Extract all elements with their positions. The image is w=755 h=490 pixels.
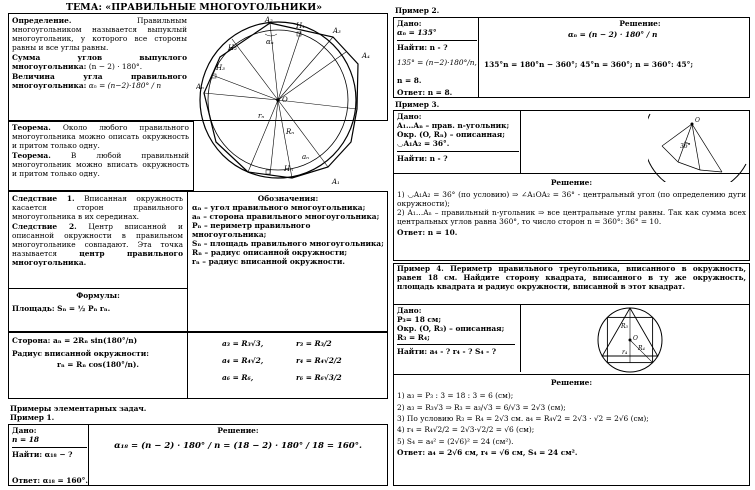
ex2-solution-label: Решение: xyxy=(619,19,661,28)
cor1-label: Следствие 1. xyxy=(12,194,75,203)
sum-formula: (n − 2) · 180°. xyxy=(88,62,143,72)
notation-item: Pₙ – периметр правильного многоугольника; xyxy=(192,221,311,240)
ex3-solution-label: Решение: xyxy=(550,178,593,187)
special-a3: a₃ = R₃√3, xyxy=(222,339,264,348)
ex4-solution-label: Решение: xyxy=(550,378,593,387)
special-r6: r₆ = R₆√3/2 xyxy=(296,373,342,383)
ex3-find: Найти: n - ? xyxy=(397,151,519,163)
ex3-answer: Ответ: n = 10. xyxy=(397,228,458,238)
elementary-heading-1: Примеры элементарных задач. xyxy=(10,404,147,413)
example1-solution-label: Решение: xyxy=(217,426,259,435)
fig-label-a2: A₂ xyxy=(265,16,273,24)
example1-solution xyxy=(92,426,384,451)
fig-label-an: Aₙ xyxy=(196,83,204,91)
notation-item: αₙ – угол правильного многоугольника; xyxy=(192,203,366,213)
polygon-figure xyxy=(196,14,388,192)
ex2-title: Пример 2. xyxy=(395,6,440,15)
ex4-figure xyxy=(590,304,670,374)
example1-answer: Ответ: α₁₈ = 160°. xyxy=(12,476,88,485)
example1-given xyxy=(12,426,87,459)
theorem1-body: Около любого правильного многоугольника можно описать окружность и притом только одну. xyxy=(12,123,190,151)
example1-solution-body: α₁₈ = (n − 2) · 180° / n = (18 − 2) · 180° / 18 = 160°. xyxy=(114,441,362,452)
cor2-body: Центр вписанной и описанной окружности в правильном многоугольнике совпадают. Эта точка называется xyxy=(12,222,183,259)
inradius-label: Радиус вписанной окружности: xyxy=(12,349,149,359)
polygon-figure-svg xyxy=(196,14,388,192)
lesson-title: ТЕМА: «ПРАВИЛЬНЫЕ МНОГОУГОЛЬНИКИ» xyxy=(65,2,323,13)
ex2-given-label: Дано: xyxy=(397,19,422,28)
ex4-title: Пример 4. Периметр правильного треугольника, вписанного в окружность, равен 18 см. Найдите сторону квадрата, вписанного в ту же окружность, площадь квадрата и радиус окружности, вписанной в этот квадрат. xyxy=(397,264,746,291)
sum-label: Сумма углов выпуклого многоугольника: xyxy=(12,53,187,72)
fig-label-alpha: αₙ xyxy=(266,38,274,46)
fig-label-a1: A₁ xyxy=(332,178,340,186)
fig-label-side: aₙ xyxy=(302,153,310,161)
ex3-solution xyxy=(397,178,746,237)
formulas-rule xyxy=(8,288,187,289)
angle-formula: αₙ = (n−2)·180° / n xyxy=(88,81,162,91)
ex3-given-3: ◡A₁A₂ = 36°. xyxy=(397,139,450,149)
cor2-term: центр правильного многоугольника. xyxy=(12,249,183,268)
ex2-eq3: n = 8. xyxy=(397,76,422,85)
fig-label-h2: H₂ xyxy=(228,44,237,52)
notation-title: Обозначения: xyxy=(257,194,319,203)
definition-label: Определение. xyxy=(12,16,72,25)
theorems-text xyxy=(12,123,189,179)
theorem2-body: В любой правильный многоугольник можно вписать окружность и притом только одну. xyxy=(12,151,189,179)
definition-text xyxy=(12,16,187,91)
cor2-label: Следствие 2. xyxy=(12,222,77,232)
fig-label-h1: H₁ xyxy=(296,22,305,30)
fig-label-hn: Hₙ xyxy=(284,165,293,173)
ex4-answer: Ответ: a₄ = 2√6 см, r₄ = √6 см, S₄ = 24 см². xyxy=(397,448,578,458)
ex4-given-3: R₃ = R₄; xyxy=(397,333,430,343)
fig-label-rn-large: Rₙ xyxy=(286,128,295,136)
fig-label-o: O xyxy=(282,96,288,104)
formulas-block xyxy=(12,291,184,313)
ex4-step: 4) r₄ = R₄√2/2 = 2√3·√2/2 = √6 (см); xyxy=(397,425,535,435)
example1-find: Найти: α₁₈ − ? xyxy=(12,447,87,459)
ex4-fig-r3: R₃ xyxy=(621,323,628,330)
ex4-solution xyxy=(397,378,746,459)
ex3-fig-o: O xyxy=(695,117,700,124)
notation-block xyxy=(192,194,384,266)
ex4-fig-o: O xyxy=(633,335,638,342)
ex4-given-2: Окр. (O, R₃) – описанная; xyxy=(397,324,505,334)
ex3-title: Пример 3. xyxy=(395,100,440,109)
example1-given-label: Дано: xyxy=(12,426,37,435)
formulas-title: Формулы: xyxy=(76,291,120,300)
ex3-given-1: A₁…Aₙ – прав. n-угольник; xyxy=(397,121,510,131)
ex4-fig-r4: R₄ xyxy=(638,345,645,352)
ex3-divider xyxy=(520,110,521,173)
special-a6: a₆ = R₆, xyxy=(222,373,254,383)
special-r3: r₃ = R₃/2 xyxy=(296,339,332,348)
ex3-figure-svg xyxy=(648,112,748,182)
ex2-find: Найти: n - ? xyxy=(397,40,477,52)
ex3-given xyxy=(397,112,519,163)
ex4-rule-2 xyxy=(393,374,750,375)
ex4-step: 3) По условию R₃ = R₄ = 2√3 см. a₄ = R₄√2 = 2√3 · √2 = 2√6 (см); xyxy=(397,413,649,423)
angle-label: Величина угла правильного многоугольника: xyxy=(12,72,187,91)
theorem1-label: Теорема. xyxy=(12,123,51,132)
ex3-step-1: 1) ◡A₁A₂ = 36° (по условию) ⇒ ∠A₁OA₂ = 36° - центральный угол (по определению дуги окружности); xyxy=(397,190,746,209)
inradius-formula: rₙ = Rₙ cos(180°/n). xyxy=(57,360,139,370)
ex3-given-2: Окр. (O, Rₙ) – описанная; xyxy=(397,130,505,140)
ex4-step: 2) a₃ = R₃√3 ⇒ R₃ = a₃/√3 = 6/√3 = 2√3 (см); xyxy=(397,402,566,412)
ex4-given-1: P₃= 18 см; xyxy=(397,315,442,325)
ex4-given xyxy=(397,306,519,356)
notation-item: Rₙ – радиус описанной окружности; xyxy=(192,248,348,258)
notation-item: Sₙ – площадь правильного многоугольника; xyxy=(192,239,384,249)
ex2-eq2: 135°n = 180°n − 360°; 45°n = 360°; n = 360°: 45°; xyxy=(484,60,694,69)
ex3-step-2: 2) A₁…Aₙ – правильный n-угольник ⇒ все центральные углы равны. Так как сумма всех центральных углов равна 360°, то число сторон n = 360°: 36° = 10. xyxy=(397,208,746,227)
ex4-fig-small-r4: r₄ xyxy=(622,349,628,356)
ex2-given xyxy=(397,19,477,67)
ex4-step: 5) S₄ = a₄² = (2√6)² = 24 (см²). xyxy=(397,436,514,446)
ex2-formula: αₙ = (n − 2) · 180° / n xyxy=(568,30,658,39)
theorem2-label: Теорема. xyxy=(12,151,51,161)
special-a4: a₄ = R₄√2, xyxy=(222,356,264,366)
ex4-rule-1 xyxy=(393,304,750,305)
notation-item: rₙ – радиус вписанной окружности. xyxy=(192,257,345,267)
ex4-given-label: Дано: xyxy=(397,306,422,315)
ex4-step: 1) a₃ = P₃ : 3 = 18 : 3 = 6 (см); xyxy=(397,391,514,401)
ex2-given-value: αₙ = 135° xyxy=(397,28,437,38)
ex3-rule xyxy=(393,173,750,174)
definition-body: Правильным многоугольником называется выпуклый многоугольник, у которого все стороны равны и все углы равны. xyxy=(12,16,187,53)
ex4-find: Найти: a₄ - ? r₄ - ? S₄ - ? xyxy=(397,344,515,356)
notation-item: aₙ – сторона правильного многоугольника; xyxy=(192,212,380,222)
ex3-given-label: Дано: xyxy=(397,112,422,121)
example1-given-value: n = 18 xyxy=(12,435,39,445)
side-formula: Сторона: aₙ = 2Rₙ sin(180°/n) xyxy=(12,336,138,345)
elementary-heading-2: Пример 1. xyxy=(10,413,55,423)
ex2-divider xyxy=(478,17,479,98)
ex4-divider xyxy=(520,304,521,372)
area-formula: Площадь: Sₙ = ½ Pₙ rₙ. xyxy=(12,304,111,314)
ex4-figure-svg xyxy=(590,304,670,374)
fig-label-a4: A₄ xyxy=(362,52,370,60)
ex2-answer: Ответ: n = 8. xyxy=(397,88,453,97)
cor1-body: Вписанная окружность касается сторон правильного многоугольника в их серединах. xyxy=(12,194,183,222)
elementary-heading xyxy=(10,404,310,422)
ex3-figure xyxy=(648,112,748,182)
fig-label-h3: H₃ xyxy=(216,64,225,72)
ex3-fig-angle: 36° xyxy=(680,143,691,150)
fig-label-rn-small: rₙ xyxy=(258,112,265,120)
special-r4: r₄ = R₄√2/2 xyxy=(296,356,342,366)
special-cases xyxy=(222,339,382,382)
ex2-eq1: 135° = (n−2)·180°/n, xyxy=(397,58,477,68)
corollaries-text xyxy=(12,194,183,268)
fig-label-a3: A₃ xyxy=(333,27,341,35)
side-formula-block xyxy=(12,336,184,369)
